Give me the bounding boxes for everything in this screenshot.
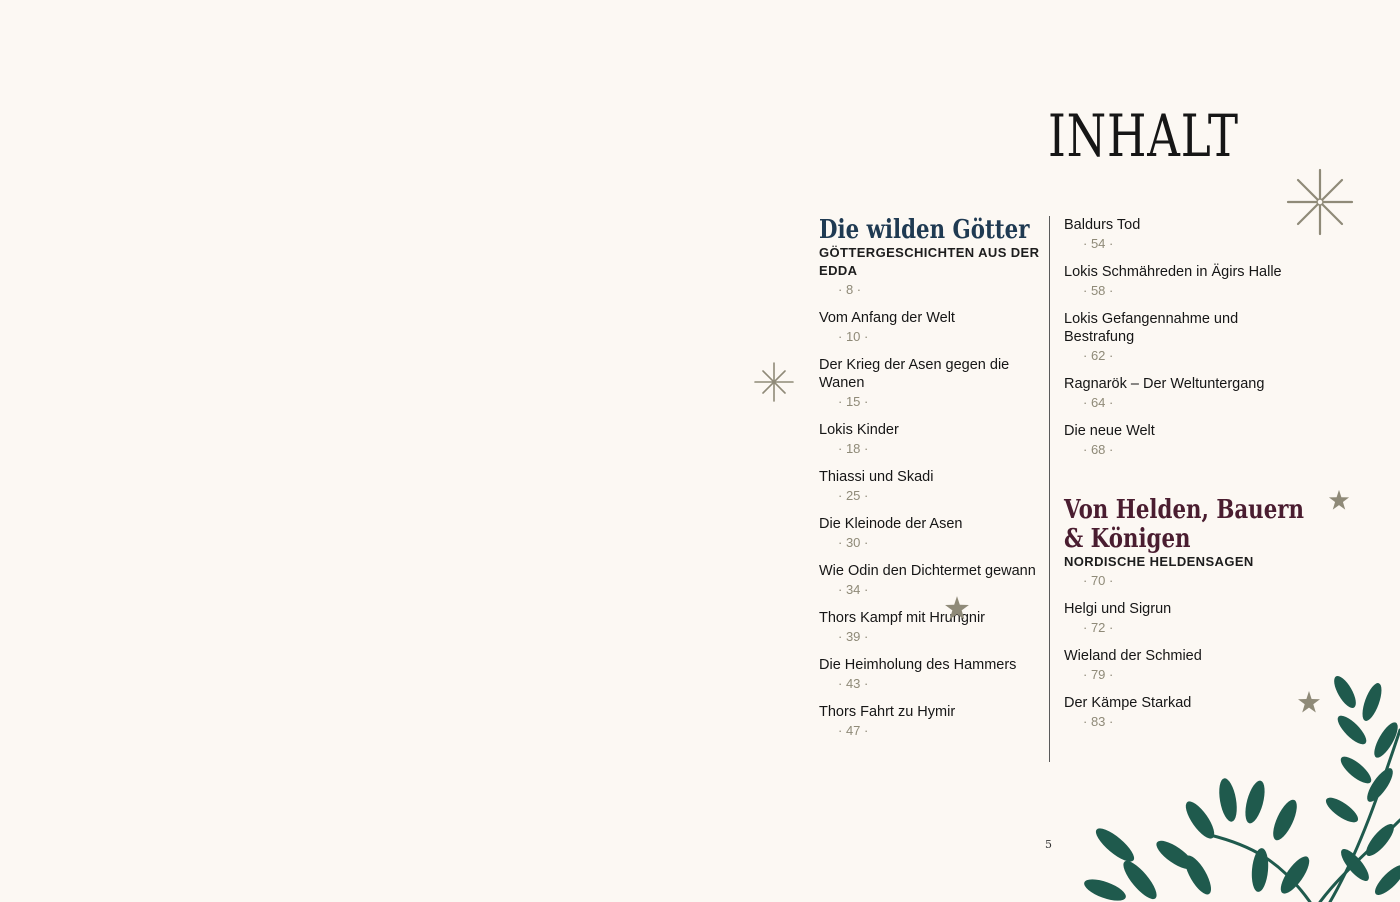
toc-entry-title: Ragnarök – Der Weltuntergang: [1064, 376, 1265, 392]
section-title: Von Helden, Bauern: [1064, 495, 1304, 525]
toc-entry-title: Wieland der Schmied: [1064, 648, 1202, 664]
toc-entry[interactable]: [819, 309, 1049, 347]
toc-entry[interactable]: [1064, 263, 1294, 301]
star-icon: [944, 595, 970, 621]
toc-entry-title: Der Krieg der Asen gegen die Wanen: [819, 357, 1010, 391]
section-subtitle: NORDISCHE HELDENSAGEN: [1064, 554, 1254, 569]
toc-entry-page: · 72 ·: [1083, 620, 1114, 635]
toc-entry-page: · 34 ·: [838, 582, 869, 597]
toc-entry-page: · 79 ·: [1083, 667, 1114, 682]
toc-entry-page: · 83 ·: [1083, 714, 1114, 729]
toc-entry-title: Helgi und Sigrun: [1064, 601, 1172, 617]
toc-entry-page: · 18 ·: [838, 441, 869, 456]
toc-entry-title: Lokis Kinder: [819, 422, 899, 438]
section-page: · 70 ·: [1083, 573, 1114, 588]
toc-entry-page: · 62 ·: [1083, 348, 1114, 363]
toc-entry[interactable]: [819, 656, 1049, 694]
toc-entry-title: Thiassi und Skadi: [819, 469, 934, 485]
toc-entry-title: Die Kleinode der Asen: [819, 516, 963, 532]
section-title: Die wilden Götter: [819, 215, 1030, 245]
toc-entry-title: Thors Fahrt zu Hymir: [819, 704, 956, 720]
toc-entry-title: Vom Anfang der Welt: [819, 310, 955, 326]
toc-entry-page: · 39 ·: [838, 629, 869, 644]
star-icon: [1328, 489, 1350, 511]
toc-entry-title: Thors Kampf mit Hrungnir: [819, 610, 985, 626]
toc-entry-page: · 68 ·: [1083, 442, 1114, 457]
toc-entry-page: · 10 ·: [838, 329, 869, 344]
page-number: 5: [1045, 838, 1052, 851]
toc-entry-title: Die Heimholung des Hammers: [819, 657, 1017, 673]
toc-entry[interactable]: [819, 562, 1049, 600]
toc-entry[interactable]: [819, 703, 1049, 741]
toc-entry[interactable]: [819, 515, 1049, 553]
toc-entry-page: · 30 ·: [838, 535, 869, 550]
toc-entry[interactable]: [1064, 422, 1294, 460]
section-page: · 8 ·: [838, 282, 862, 297]
toc-entry-page: · 25 ·: [838, 488, 869, 503]
toc-entry-title: Lokis Schmähreden in Ägirs Halle: [1064, 264, 1282, 280]
toc-entry-page: · 64 ·: [1083, 395, 1114, 410]
toc-entry-page: · 43 ·: [838, 676, 869, 691]
toc-entry-title: Der Kämpe Starkad: [1064, 695, 1192, 711]
toc-section-gods: [819, 216, 1049, 300]
toc-entry-page: · 15 ·: [838, 394, 869, 409]
toc-entry[interactable]: [1064, 600, 1294, 638]
toc-entry[interactable]: [819, 421, 1049, 459]
toc-entry-title: Baldurs Tod: [1064, 217, 1141, 233]
page-title: INHALT: [1048, 102, 1239, 170]
toc-column-left: [819, 216, 1049, 750]
toc-entry-title: Lokis Gefangennahme und Bestrafung: [1064, 311, 1239, 345]
toc-entry-page: · 47 ·: [838, 723, 869, 738]
section-subtitle: GÖTTERGESCHICHTEN AUS DER EDDA: [819, 245, 1040, 278]
toc-section-heroes: [1064, 495, 1304, 591]
toc-entry[interactable]: [819, 356, 1049, 412]
toc-entry-title: Die neue Welt: [1064, 423, 1155, 439]
toc-entry[interactable]: [1064, 310, 1294, 366]
section-title: & Königen: [1064, 524, 1191, 554]
leaf-branch-icon: [1080, 670, 1400, 902]
sparkle-icon: [1286, 168, 1354, 236]
toc-entry[interactable]: [819, 468, 1049, 506]
toc-entry-page: · 54 ·: [1083, 236, 1114, 251]
sparkle-icon: [754, 362, 794, 402]
toc-entry-title: Wie Odin den Dichtermet gewann: [819, 563, 1036, 579]
column-divider: [1049, 216, 1050, 762]
toc-entry[interactable]: [819, 609, 1049, 647]
toc-entry-page: · 58 ·: [1083, 283, 1114, 298]
toc-entry[interactable]: [1064, 216, 1294, 254]
toc-entry[interactable]: [1064, 375, 1294, 413]
toc-column-right: [1064, 216, 1304, 741]
